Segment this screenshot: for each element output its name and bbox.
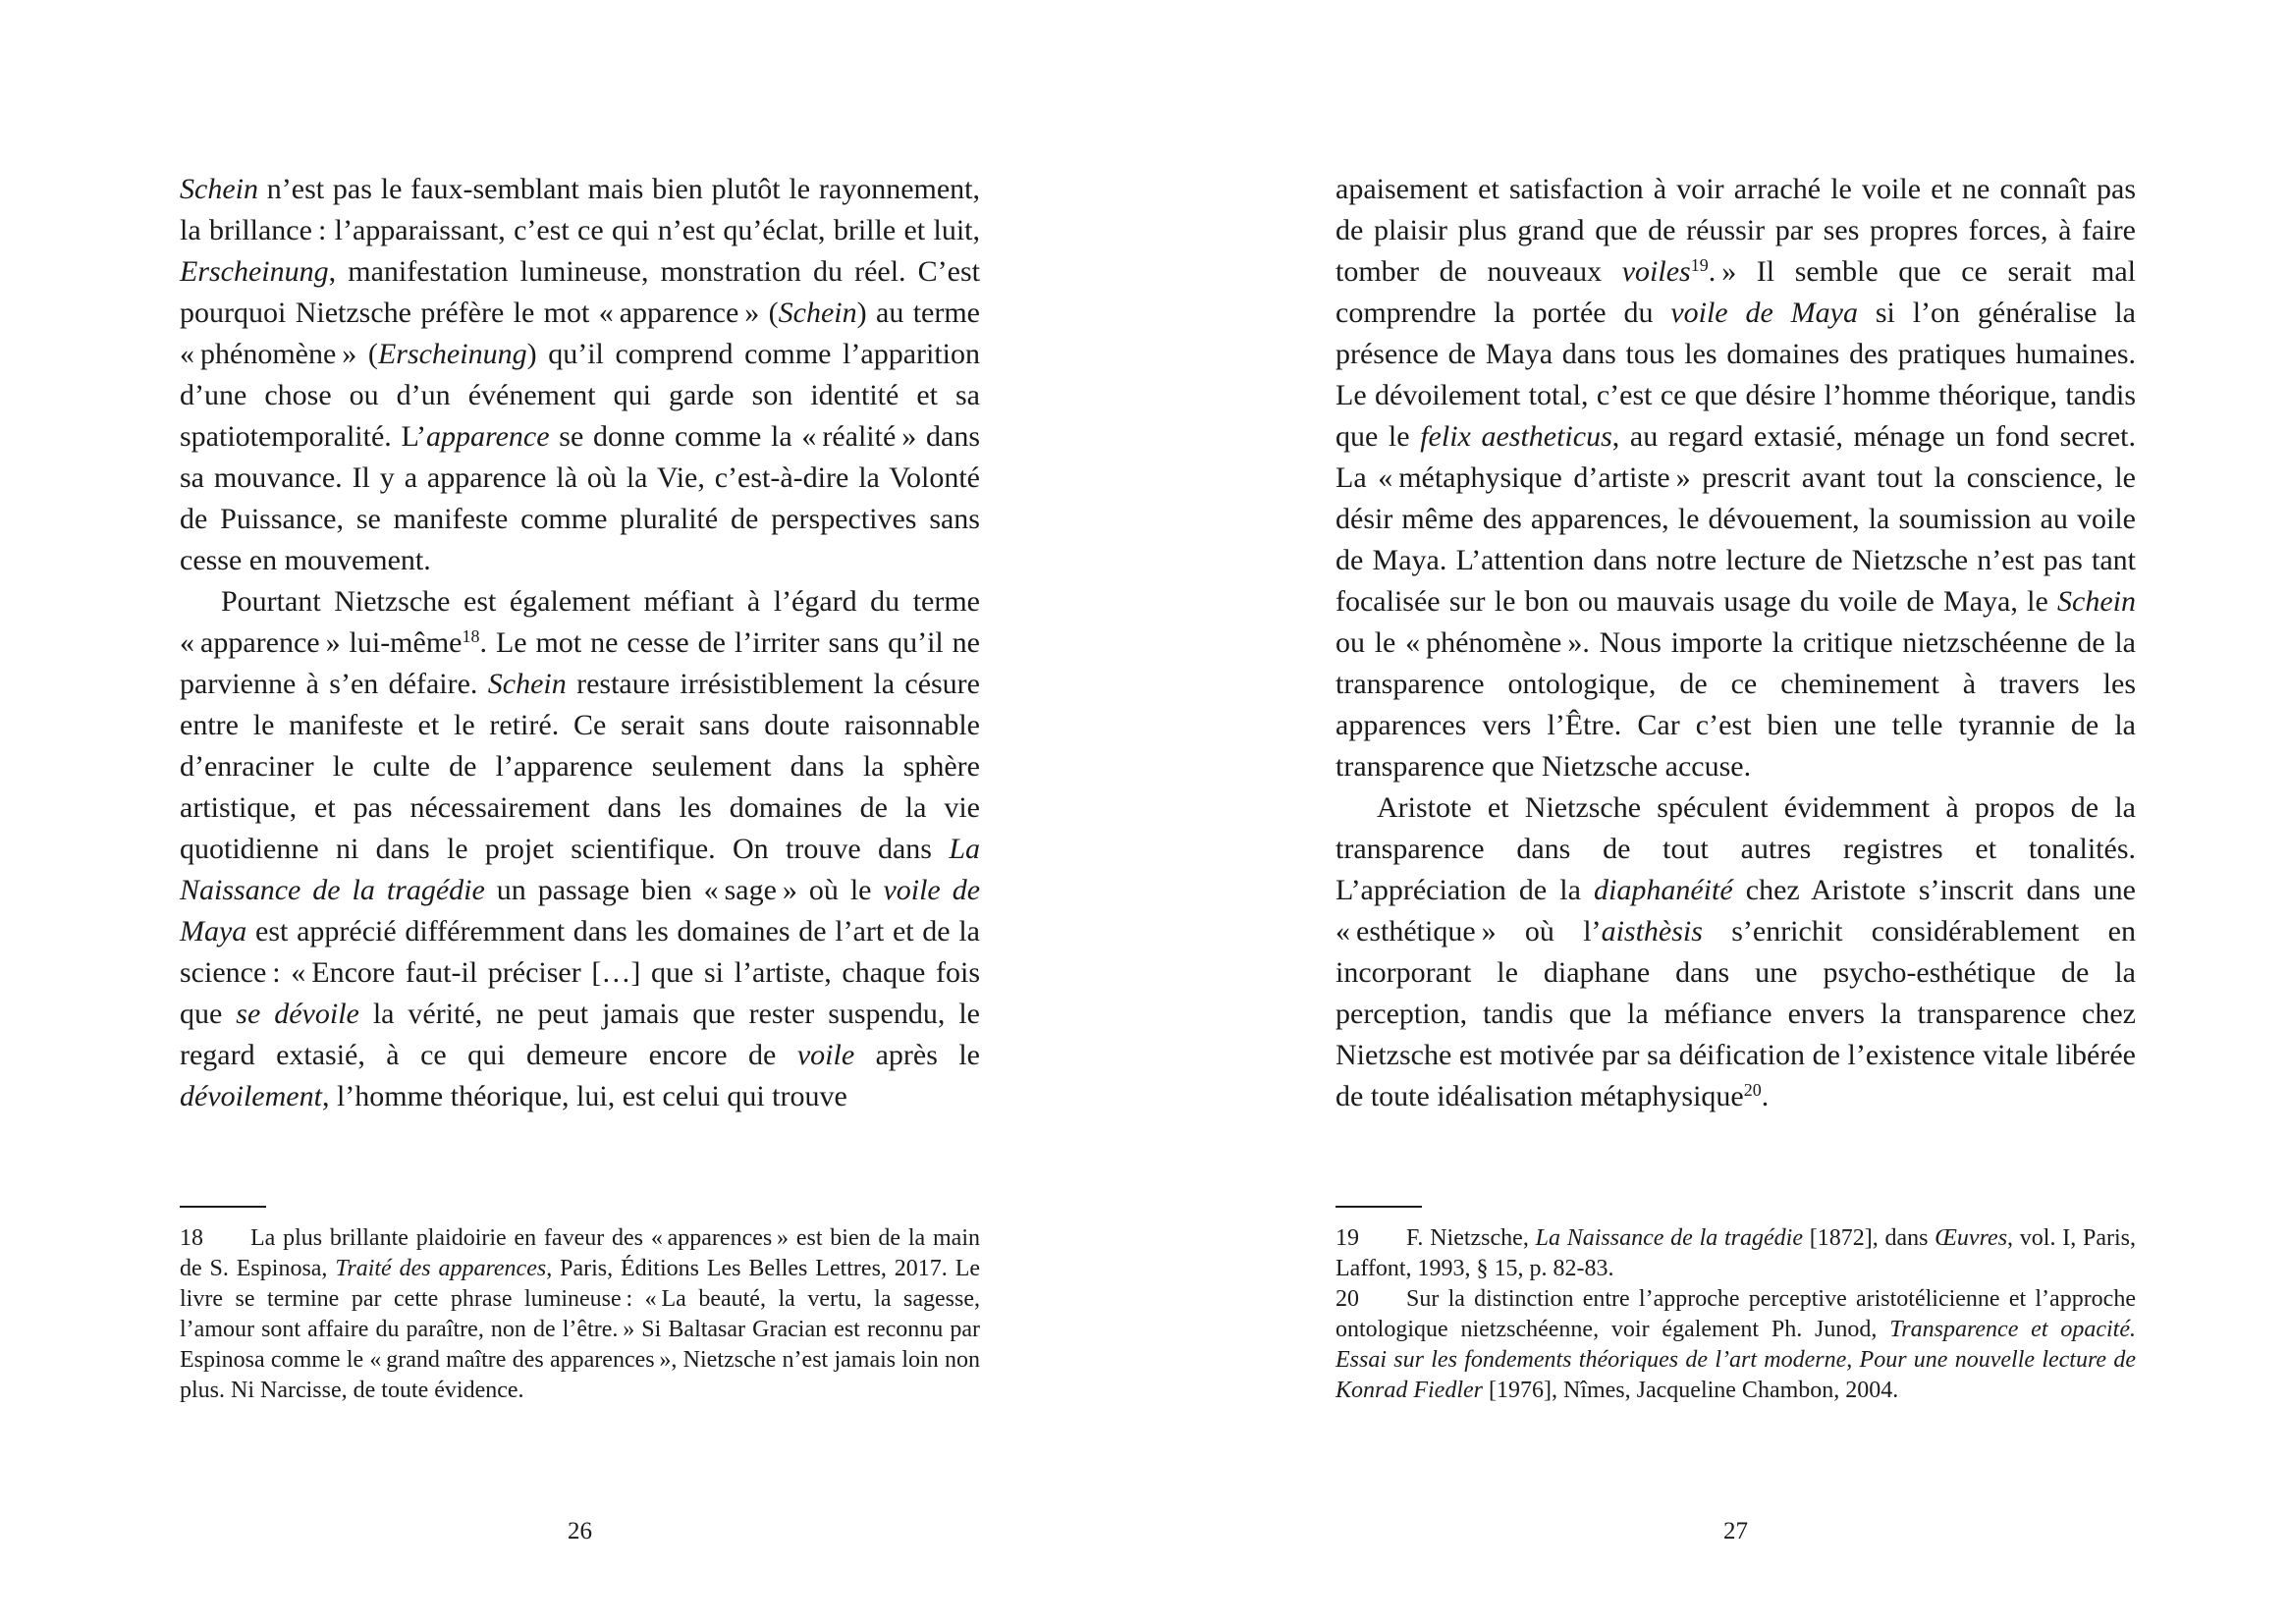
body-paragraph: Pourtant Nietzsche est également méfiant à l’égard du terme « apparence » lui-même$^{18}$. Le mot ne cesse de l’irriter sans qu’il ne parvienne à s’en défaire. Schein restaure irrésistiblement la césure entre le manifeste et le retiré. Ce serait sans doute raisonnable d’enraciner le culte de l’apparence seulement dans la sphère artistique, et pas nécessairement dans les domaines de la vie quotidienne ni dans le projet scientifique. On trouve dans La Naissance de la tragédie un passage bien « sage » où le voile de Maya est apprécié différemment dans les domaines de l’art et de la science : « Encore faut-il préciser […] que si l’artiste, chaque fois que se dévoile la vérité, ne peut jamais que rester suspendu, le regard extasié, à ce qui demeure encore de voile après le dévoilement, l’homme théorique, lui, est celui qui trouve [180,585,981,1112]
body-paragraph: Aristote et Nietzsche spéculent évidemment à propos de la transparence dans de tout autres registres et tonalités. L’appréciation de la diaphanéité chez Aristote s’inscrit dans une « esthétique » où l’aisthèsis s’enrichit considérablement en incorporant le diaphane dans une psycho-esthétique de la perception, tandis que la méfiance envers la transparence chez Nietzsche est motivée par sa déification de l’existence vitale libérée de toute idéalisation métaphysique$^{20}$. [1335,791,2136,1112]
body-paragraph: apaisement et satisfaction à voir arraché le voile et ne connaît pas de plaisir plus grand que de réussir par ses propres forces, à faire tomber de nouveaux voiles$^{19}$. » Il semble que ce serait mal comprendre la portée du voile de Maya si l’on généralise la présence de Maya dans tous les domaines des pratiques humaines. Le dévoilement total, c’est ce que désire l’homme théorique, tandis que le felix aestheticus, au regard extasié, ménage un fond secret. La « métaphysique d’artiste » prescrit avant tout la conscience, le désir même des apparences, le dévouement, la soumission au voile de Maya. L’attention dans notre lecture de Nietzsche n’est pas tant focalisée sur le bon ou mauvais usage du voile de Maya, le Schein ou le « phénomène ». Nous importe la critique nietzschéenne de la transparence ontologique, de ce cheminement à travers les apparences vers l’Être. Car c’est bien une telle tyrannie de la transparence que Nietzsche accuse. [1335,173,2137,783]
footnote-divider [180,1206,266,1208]
footnote-18: 18 La plus brillante plaidoirie en faveur des « apparences » est bien de la main de S. Espinosa, Traité des apparences, Paris, Éditions Les Belles Lettres, 2017. Le livre se termine par cette phrase lumineuse : « La beauté, la vertu, la sagesse, l’amour sont affaire du paraître, non de l’être. » Si Baltasar Gracian est reconnu par Espinosa comme le « grand maître des apparences », Nietzsche n’est jamais loin non plus. Ni Narcisse, de toute évidence. [180,1225,980,1403]
footnotes-section [180,1206,980,1406]
page-right [1335,0,2136,1624]
page-number: 27 [1723,1518,1748,1544]
footnotes-section [1335,1206,2136,1406]
footnote-20: 20 Sur la distinction entre l’approche perceptive aristotélicienne et l’approche ontologique nietzschéenne, voir également Ph. Junod, Transparence et opacité. Essai sur les fondements théoriques de l’art moderne, Pour une nouvelle lecture de Konrad Fiedler [1976], Nîmes, Jacqueline Chambon, 2004. [1335,1286,2136,1403]
footnote-19: 19 F. Nietzsche, La Naissance de la tragédie [1872], dans Œuvres, vol. I, Paris, Laffont, 1993, § 15, p. 82-83. [1335,1225,2136,1281]
page-number: 26 [568,1518,592,1544]
page-left [180,0,980,1624]
body-paragraph: Schein n’est pas le faux-semblant mais bien plutôt le rayonnement, la brillance : l’apparaissant, c’est ce qui n’est qu’éclat, brille et luit, Erscheinung, manifestation lumineuse, monstration du réel. C’est pourquoi Nietzsche préfère le mot « apparence » (Schein) au terme « phénomène » (Erscheinung) qu’il comprend comme l’apparition d’une chose ou d’un événement qui garde son identité et sa spatiotemporalité. L’apparence se donne comme la « réalité » dans sa mouvance. Il y a apparence là où la Vie, c’est-à-dire la Volonté de Puissance, se manifeste comme pluralité de perspectives sans cesse en mouvement. [180,173,980,576]
footnote-divider [1335,1206,1422,1208]
page-right-body [1335,169,2136,1117]
page-left-body [180,169,980,1117]
